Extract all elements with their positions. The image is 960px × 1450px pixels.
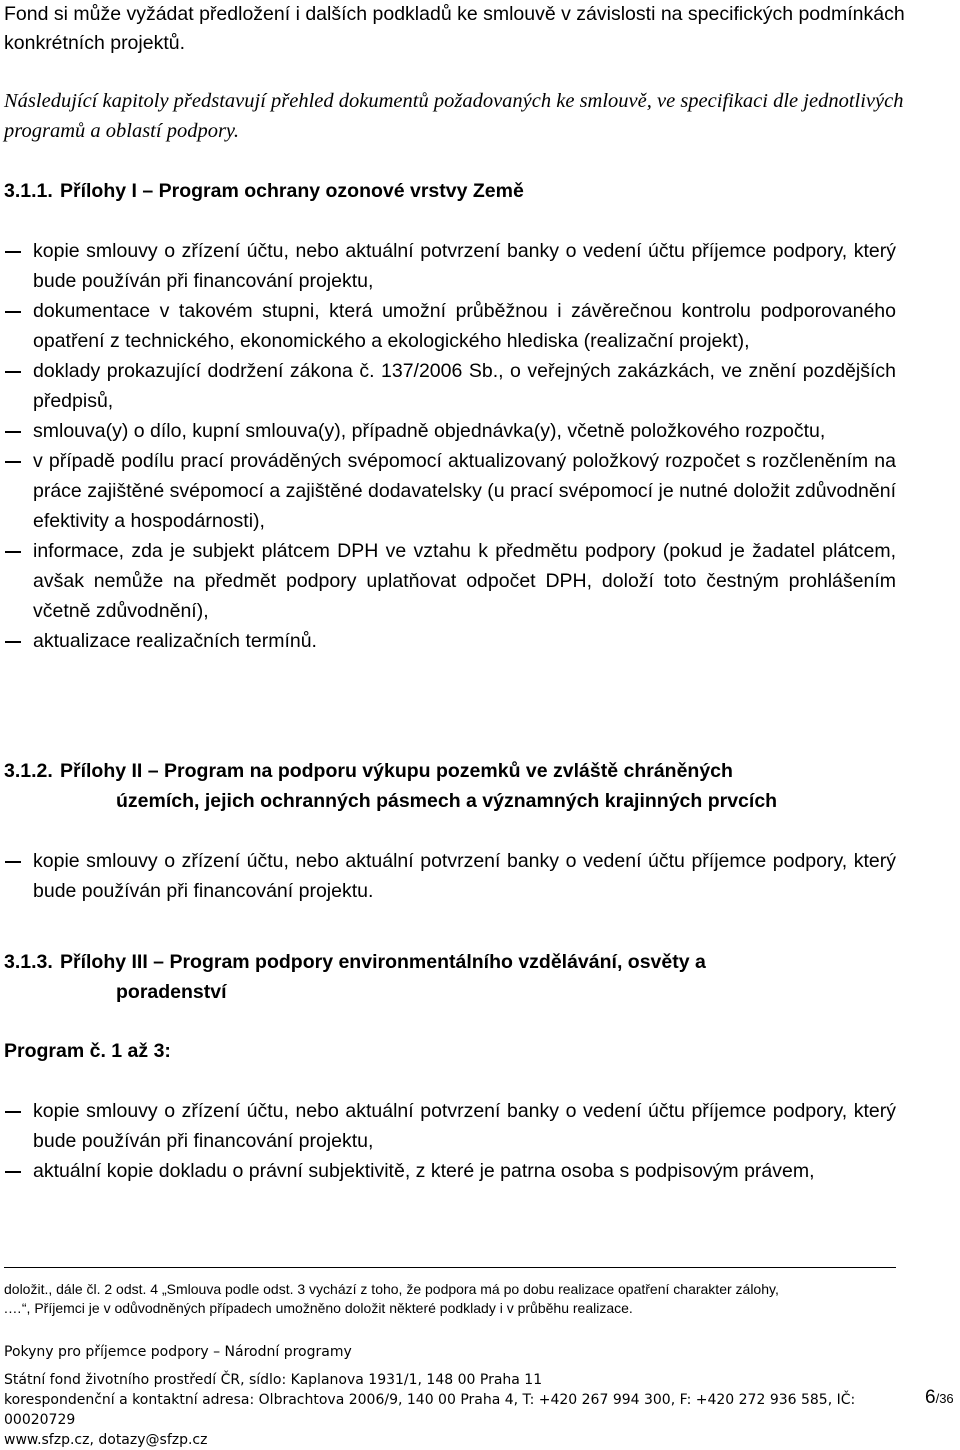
section-number: 3.1.1. <box>4 180 53 202</box>
footer-web: www.sfzp.cz, dotazy@sfzp.cz <box>4 1432 208 1448</box>
footnote-divider <box>4 1267 896 1268</box>
footer-address: korespondenční a kontaktní adresa: Olbrachtova 2006/9, 140 00 Praha 4, T: +420 267 994 300, F: +420 272 936 585, IČ: 00020729 <box>4 1392 856 1428</box>
section-title-line-1: Přílohy III – Program podpory environmentálního vzdělávání, osvěty a <box>60 951 706 973</box>
list-item: informace, zda je subjekt plátcem DPH ve vztahu k předmětu podpory (pokud je žadatel plátcem, avšak nemůže na předmět podpory uplatňovat odpočet DPH, doloží toto čestným prohlášením včetně zdůvodnění), <box>4 536 896 626</box>
attachment-list-3-1-2 <box>4 846 896 906</box>
section-heading-3-1-1 <box>4 176 524 206</box>
page-footer <box>4 1342 904 1450</box>
page-number <box>925 1387 954 1409</box>
list-item: kopie smlouvy o zřízení účtu, nebo aktuální potvrzení banky o vedení účtu příjemce podpory, který bude používán při financování projektu. <box>4 846 896 906</box>
section-title-line-1: Přílohy II – Program na podporu výkupu pozemků ve zvláště chráněných <box>60 760 733 782</box>
section-number: 3.1.3. <box>4 951 53 973</box>
current-page: 6 <box>925 1387 936 1408</box>
intro-paragraph: Fond si může vyžádat předložení i dalších podkladů ke smlouvě v závislosti na specifických podmínkách konkrétních projektů. <box>4 3 905 54</box>
list-item: kopie smlouvy o zřízení účtu, nebo aktuální potvrzení banky o vedení účtu příjemce podpory, který bude používán při financování projektu, <box>4 236 896 296</box>
program-heading: Program č. 1 až 3: <box>4 1040 171 1062</box>
section-title: Přílohy I – Program ochrany ozonové vrstvy Země <box>60 180 524 202</box>
list-item: aktuální kopie dokladu o právní subjektivitě, z které je patrna osoba s podpisovým právem, <box>4 1156 896 1186</box>
section-heading-3-1-3 <box>4 947 706 1007</box>
overview-paragraph: Následující kapitoly představují přehled dokumentů požadovaných ke smlouvě, ve specifikaci dle jednotlivých programů a oblastí podpory. <box>4 90 904 142</box>
list-item: dokumentace v takovém stupni, která umožní průběžnou i závěrečnou kontrolu podporovaného opatření z technického, ekonomického a ekologického hlediska (realizační projekt), <box>4 296 896 356</box>
total-pages: /36 <box>935 1391 954 1406</box>
list-item: smlouva(y) o dílo, kupní smlouva(y), případně objednávka(y), včetně položkového rozpočtu, <box>4 416 896 446</box>
attachment-list-3-1-1 <box>4 236 896 656</box>
list-item: doklady prokazující dodržení zákona č. 137/2006 Sb., o veřejných zakázkách, ve znění pozdějších předpisů, <box>4 356 896 416</box>
footer-doc-title: Pokyny pro příjemce podpory – Národní programy <box>4 1344 352 1360</box>
footnote-line-2: .…“, Příjemci je v odůvodněných případech umožněno doložit některé podklady i v průběhu realizace. <box>4 1300 633 1316</box>
footnote-line-1: doložit., dále čl. 2 odst. 4 „Smlouva podle odst. 3 vychází z toho, že podpora má po dobu realizace opatření charakter zálohy, <box>4 1281 779 1297</box>
list-item: v případě podílu prací prováděných svépomocí aktualizovaný položkový rozpočet s rozčleněním na práce zajištěné svépomocí a zajištěné dodavatelsky (u prací svépomocí je nutné doložit zdůvodnění efektivity a hospodárnosti), <box>4 446 896 536</box>
attachment-list-3-1-3 <box>4 1096 896 1186</box>
list-item: kopie smlouvy o zřízení účtu, nebo aktuální potvrzení banky o vedení účtu příjemce podpory, který bude používán při financování projektu, <box>4 1096 896 1156</box>
footnote <box>4 1280 904 1318</box>
section-number: 3.1.2. <box>4 760 53 782</box>
footer-organization: Státní fond životního prostředí ČR, sídlo: Kaplanova 1931/1, 148 00 Praha 11 <box>4 1372 543 1388</box>
section-title-line-2: územích, jejich ochranných pásmech a významných krajinných prvcích <box>116 790 778 812</box>
list-item: aktualizace realizačních termínů. <box>4 626 896 656</box>
section-title-line-2: poradenství <box>116 981 227 1003</box>
section-heading-3-1-2 <box>4 756 777 816</box>
